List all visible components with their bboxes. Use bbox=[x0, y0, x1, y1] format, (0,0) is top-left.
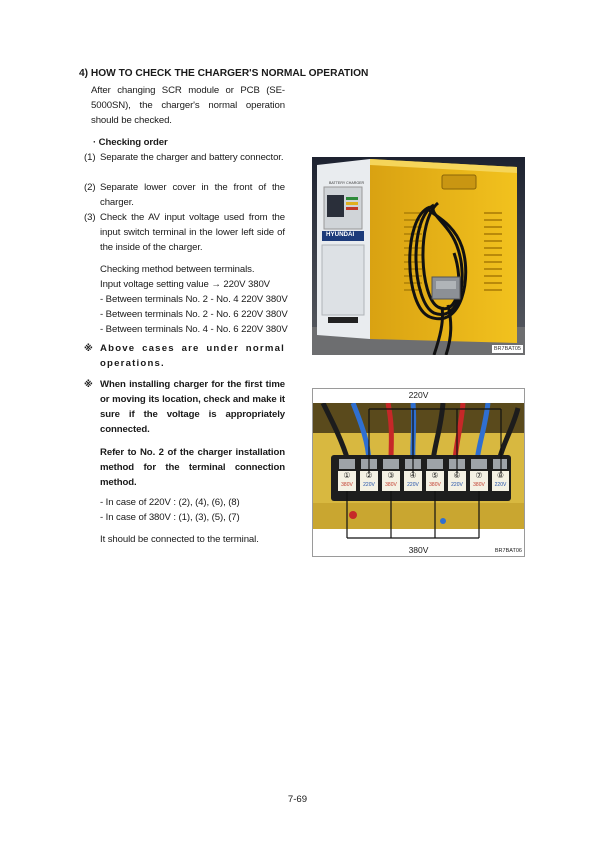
method-line: - Between terminals No. 2 - No. 4 220V 380V bbox=[100, 294, 288, 305]
step-text: Separate lower cover in the front of the charger. bbox=[100, 182, 285, 208]
step-text: Check the AV input voltage used from the input switch terminal in the lower left side of the inside of the charger. bbox=[100, 212, 285, 253]
terminal-voltage: 220V bbox=[363, 482, 375, 488]
input-voltage-setting: Input voltage setting value → 220V 380V bbox=[100, 279, 270, 290]
step-number: (3) bbox=[84, 212, 96, 223]
terminal-number: ② bbox=[365, 471, 373, 480]
connected-note: It should be connected to the terminal. bbox=[100, 534, 259, 545]
brand-logo: HYUNDAI bbox=[326, 231, 355, 238]
terminal-voltage: 380V bbox=[341, 482, 353, 488]
terminal-number: ① bbox=[343, 471, 351, 480]
page-number: 7-69 bbox=[287, 794, 308, 805]
checking-method-block bbox=[100, 262, 295, 337]
method-line: - Between terminals No. 4 - No. 6 220V 380V bbox=[100, 324, 288, 335]
section-heading: 4) HOW TO CHECK THE CHARGER'S NORMAL OPERATION bbox=[79, 68, 369, 79]
charger-photo bbox=[312, 157, 525, 355]
terminal-number: ③ bbox=[387, 471, 395, 480]
method-line: - Between terminals No. 2 - No. 6 220V 380V bbox=[100, 309, 288, 320]
terminal-block-figure bbox=[312, 388, 525, 557]
terminal-number: ⑤ bbox=[431, 471, 439, 480]
figure-code: BR7BAT05 bbox=[493, 346, 521, 352]
charger-illustration bbox=[312, 157, 525, 355]
terminal-voltage: 220V bbox=[494, 482, 507, 488]
terminal-number: ⑧ bbox=[496, 471, 505, 480]
step-number: (2) bbox=[84, 182, 96, 193]
step-item bbox=[84, 150, 285, 165]
terminal-voltage: 380V bbox=[473, 482, 485, 488]
terminal-number: ⑥ bbox=[453, 471, 461, 480]
method-title: Checking method between terminals. bbox=[100, 264, 255, 275]
checking-order-title: · Checking order bbox=[93, 137, 168, 148]
step-item bbox=[84, 180, 285, 210]
voltage-220-label: 220V bbox=[408, 390, 429, 400]
bracket-380v bbox=[313, 529, 524, 543]
step-text: Separate the charger and battery connector. bbox=[100, 152, 284, 163]
step-item bbox=[84, 210, 285, 255]
terminal-illustration bbox=[313, 403, 524, 529]
reference-mark-icon: ※ bbox=[84, 379, 93, 389]
voltage-380-label: 380V bbox=[408, 545, 429, 555]
case-line: - In case of 220V : (2), (4), (6), (8) bbox=[100, 497, 240, 508]
terminal-number: ⑦ bbox=[475, 471, 483, 480]
terminal-voltage: 380V bbox=[429, 482, 441, 488]
intro-paragraph: After changing SCR module or PCB (SE-5000SN), the charger's normal operation should be checked. bbox=[91, 85, 285, 126]
panel-title: BATTERY CHARGER bbox=[329, 181, 365, 185]
reference-mark-icon: ※ bbox=[84, 343, 93, 353]
terminal-voltage: 380V bbox=[385, 482, 397, 488]
figure-code: BR7BAT06 bbox=[494, 548, 522, 554]
refer-paragraph: Refer to No. 2 of the charger installation method for the terminal connection method. bbox=[100, 447, 285, 488]
connection-cases bbox=[100, 495, 285, 525]
step-number: (1) bbox=[84, 152, 96, 163]
case-line: - In case of 380V : (1), (3), (5), (7) bbox=[100, 512, 240, 523]
terminal-block-photo bbox=[313, 403, 524, 529]
terminal-voltage: 220V bbox=[451, 482, 463, 488]
terminal-number: ④ bbox=[409, 471, 417, 480]
note-text: When installing charger for the first time or moving its location, check and make it sure if the voltage is appropriately connected. bbox=[100, 379, 285, 435]
note-item bbox=[84, 341, 285, 371]
note-text: Above cases are under normal operations. bbox=[100, 343, 285, 369]
terminal-voltage: 220V bbox=[407, 482, 419, 488]
note-item bbox=[84, 377, 285, 437]
